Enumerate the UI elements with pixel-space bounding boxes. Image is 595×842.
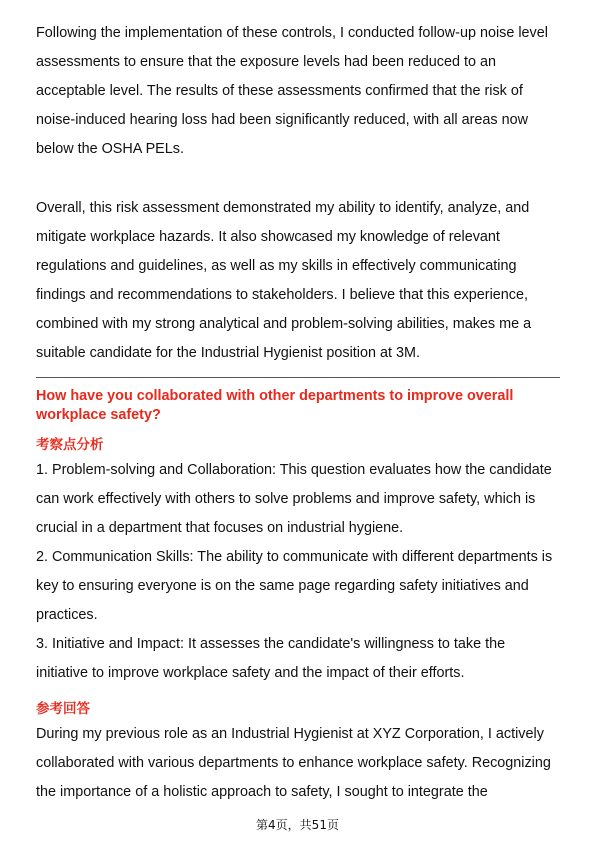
text-line: During my previous role as an Industrial Hygienist at XYZ Corporation, I actively (36, 726, 544, 742)
interview-question (36, 387, 562, 425)
text-line: suitable candidate for the Industrial Hygienist position at 3M. (36, 345, 420, 361)
text-line: collaborated with various departments to enhance workplace safety. Recognizing (36, 755, 551, 771)
analysis-points (36, 456, 562, 688)
text-line: key to ensuring everyone is on the same page regarding safety initiatives and (36, 578, 529, 594)
text-line: mitigate workplace hazards. It also showcased my knowledge of relevant (36, 229, 500, 245)
section-divider (36, 377, 560, 378)
text-line: findings and recommendations to stakeholders. I believe that this experience, (36, 287, 528, 303)
text-line: regulations and guidelines, as well as my skills in effectively communicating (36, 258, 517, 274)
paragraph-follow-up-assessment (36, 19, 562, 164)
text-line: crucial in a department that focuses on industrial hygiene. (36, 520, 404, 536)
text-line: acceptable level. The results of these assessments confirmed that the risk of (36, 83, 523, 99)
text-line: practices. (36, 607, 98, 623)
analysis-heading: 考察点分析 (36, 437, 104, 453)
text-line: noise-induced hearing loss had been significantly reduced, with all areas now (36, 112, 528, 128)
question-line: workplace safety? (36, 407, 161, 423)
text-line: assessments to ensure that the exposure levels had been reduced to an (36, 54, 496, 70)
page-number: 第4页，共51页 (256, 818, 339, 832)
question-line: How have you collaborated with other departments to improve overall (36, 388, 514, 404)
text-line: below the OSHA PELs. (36, 141, 184, 157)
answer-heading: 参考回答 (36, 701, 90, 717)
text-line: initiative to improve workplace safety and the impact of their efforts. (36, 665, 465, 681)
text-line: 1. Problem-solving and Collaboration: This question evaluates how the candidate (36, 462, 552, 478)
reference-answer (36, 720, 562, 807)
text-line: 3. Initiative and Impact: It assesses the candidate's willingness to take the (36, 636, 506, 652)
text-line: the importance of a holistic approach to safety, I sought to integrate the (36, 784, 488, 800)
text-line: Overall, this risk assessment demonstrated my ability to identify, analyze, and (36, 200, 530, 216)
text-line: can work effectively with others to solve problems and improve safety, which is (36, 491, 536, 507)
text-line: combined with my strong analytical and problem-solving abilities, makes me a (36, 316, 532, 332)
text-line: Following the implementation of these controls, I conducted follow-up noise level (36, 25, 548, 41)
paragraph-overall-summary (36, 194, 562, 368)
text-line: 2. Communication Skills: The ability to communicate with different departments is (36, 549, 553, 565)
